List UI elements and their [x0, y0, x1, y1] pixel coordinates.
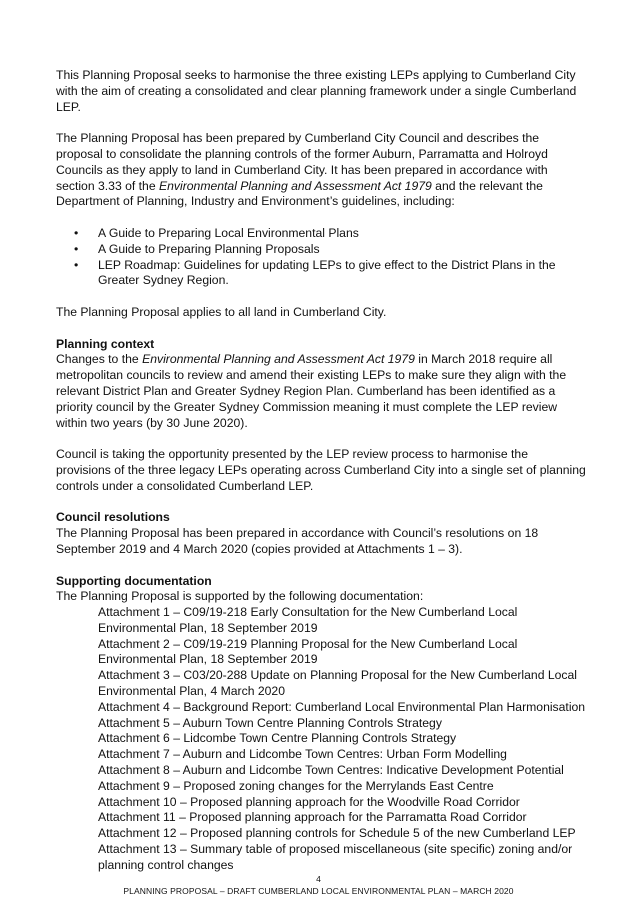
spacer	[56, 115, 586, 131]
act-title: Environmental Planning and Assessment Act 1979	[159, 178, 432, 193]
supporting-documentation-heading: Supporting documentation	[56, 573, 212, 588]
attachment-item: Attachment 1 – C09/19-218 Early Consultation for the New Cumberland Local Environmental Plan, 18 September 2019	[98, 605, 518, 635]
council-resolutions-heading: Council resolutions	[56, 510, 170, 525]
attachment-item: Attachment 5 – Auburn Town Centre Planning Controls Strategy	[98, 715, 442, 730]
list-item: • A Guide to Preparing Local Environmental Plans	[56, 226, 586, 242]
supporting-documentation-intro: The Planning Proposal is supported by the following documentation:	[56, 589, 424, 604]
act-title: Environmental Planning and Assessment Act 1979	[142, 352, 415, 367]
attachment-item: Attachment 4 – Background Report: Cumberland Local Environmental Plan Harmonisation	[98, 699, 586, 714]
attachment-item: Attachment 2 – C09/19-219 Planning Proposal for the New Cumberland Local Environmental Plan, 18 September 2019	[98, 636, 518, 667]
spacer	[56, 558, 586, 574]
intro-guidelines-paragraph	[56, 131, 586, 210]
planning-context-paragraph	[56, 352, 586, 431]
attachments-list	[56, 605, 586, 874]
footer-title: PLANNING PROPOSAL – DRAFT CUMBERLAND LOCAL ENVIRONMENTAL PLAN – MARCH 2020	[123, 886, 514, 896]
attachment-item: Attachment 8 – Auburn and Lidcombe Town Centres: Indicative Development Potential	[98, 763, 564, 778]
spacer	[56, 289, 586, 305]
document-body	[56, 68, 586, 874]
list-item: • A Guide to Preparing Planning Proposals	[56, 242, 586, 258]
attachment-item: Attachment 6 – Lidcombe Town Centre Planning Controls Strategy	[98, 731, 457, 746]
harmonise-paragraph: Council is taking the opportunity presented by the LEP review process to harmonise the provisions of the three legacy LEPs operating across Cumberland City into a single set of planning controls under a consolidated Cumberland LEP.	[56, 447, 586, 493]
attachment-item: Attachment 7 – Auburn and Lidcombe Town Centres: Urban Form Modelling	[98, 747, 507, 762]
text-run: Changes to the	[56, 352, 143, 367]
applies-paragraph: The Planning Proposal applies to all land in Cumberland City.	[56, 304, 387, 319]
spacer	[56, 431, 586, 447]
attachment-item: Attachment 9 – Proposed zoning changes for the Merrylands East Centre	[98, 778, 494, 793]
spacer	[56, 321, 586, 337]
guidelines-list	[56, 226, 586, 289]
attachment-item: Attachment 3 – C03/20-288 Update on Planning Proposal for the New Cumberland Local Environmental Plan, 4 March 2020	[98, 668, 577, 699]
attachment-item: Attachment 11 – Proposed planning approach for the Parramatta Road Corridor	[98, 810, 527, 825]
spacer	[56, 210, 586, 226]
list-item: • LEP Roadmap: Guidelines for updating LEPs to give effect to the District Plans in the Greater Sydney Region.	[56, 258, 586, 290]
text-run: The Planning Proposal has been prepared by Cumberland City Council and describes the proposal to consolidate the planning controls of the former Auburn, Parramatta and Holroyd Councils as they apply to land in Cumberland City. It has been prepared in accordance with section 3.33 of the	[56, 131, 548, 193]
attachment-item: Attachment 13 – Summary table of proposed miscellaneous (site specific) zoning and/or planning control changes	[98, 842, 573, 872]
text-run: and the relevant the Department of Planning, Industry and Environment’s guidelines, including:	[56, 178, 543, 209]
page-number: 4	[316, 874, 321, 884]
planning-context-heading: Planning context	[56, 336, 155, 351]
attachment-item: Attachment 10 – Proposed planning approach for the Woodville Road Corridor	[98, 794, 520, 809]
attachment-item: Attachment 12 – Proposed planning controls for Schedule 5 of the new Cumberland LEP	[98, 826, 576, 841]
spacer	[56, 495, 586, 511]
intro-paragraph: This Planning Proposal seeks to harmonise the three existing LEPs applying to Cumberland City with the aim of creating a consolidated and clear planning framework under a single Cumberland LEP.	[56, 68, 577, 114]
council-resolutions-paragraph: The Planning Proposal has been prepared in accordance with Council’s resolutions on 18 September 2019 and 4 March 2020 (copies provided at Attachments 1 – 3).	[56, 526, 539, 556]
text-run: in March 2018 require all metropolitan councils to review and amend their existing LEPs to make sure they align with the relevant District Plan and Greater Sydney Region Plan. Cumberland has been identified as a priority council by the Greater Sydney Commission meaning it must complete the LEP review within two years (by 30 June 2020).	[56, 352, 567, 430]
